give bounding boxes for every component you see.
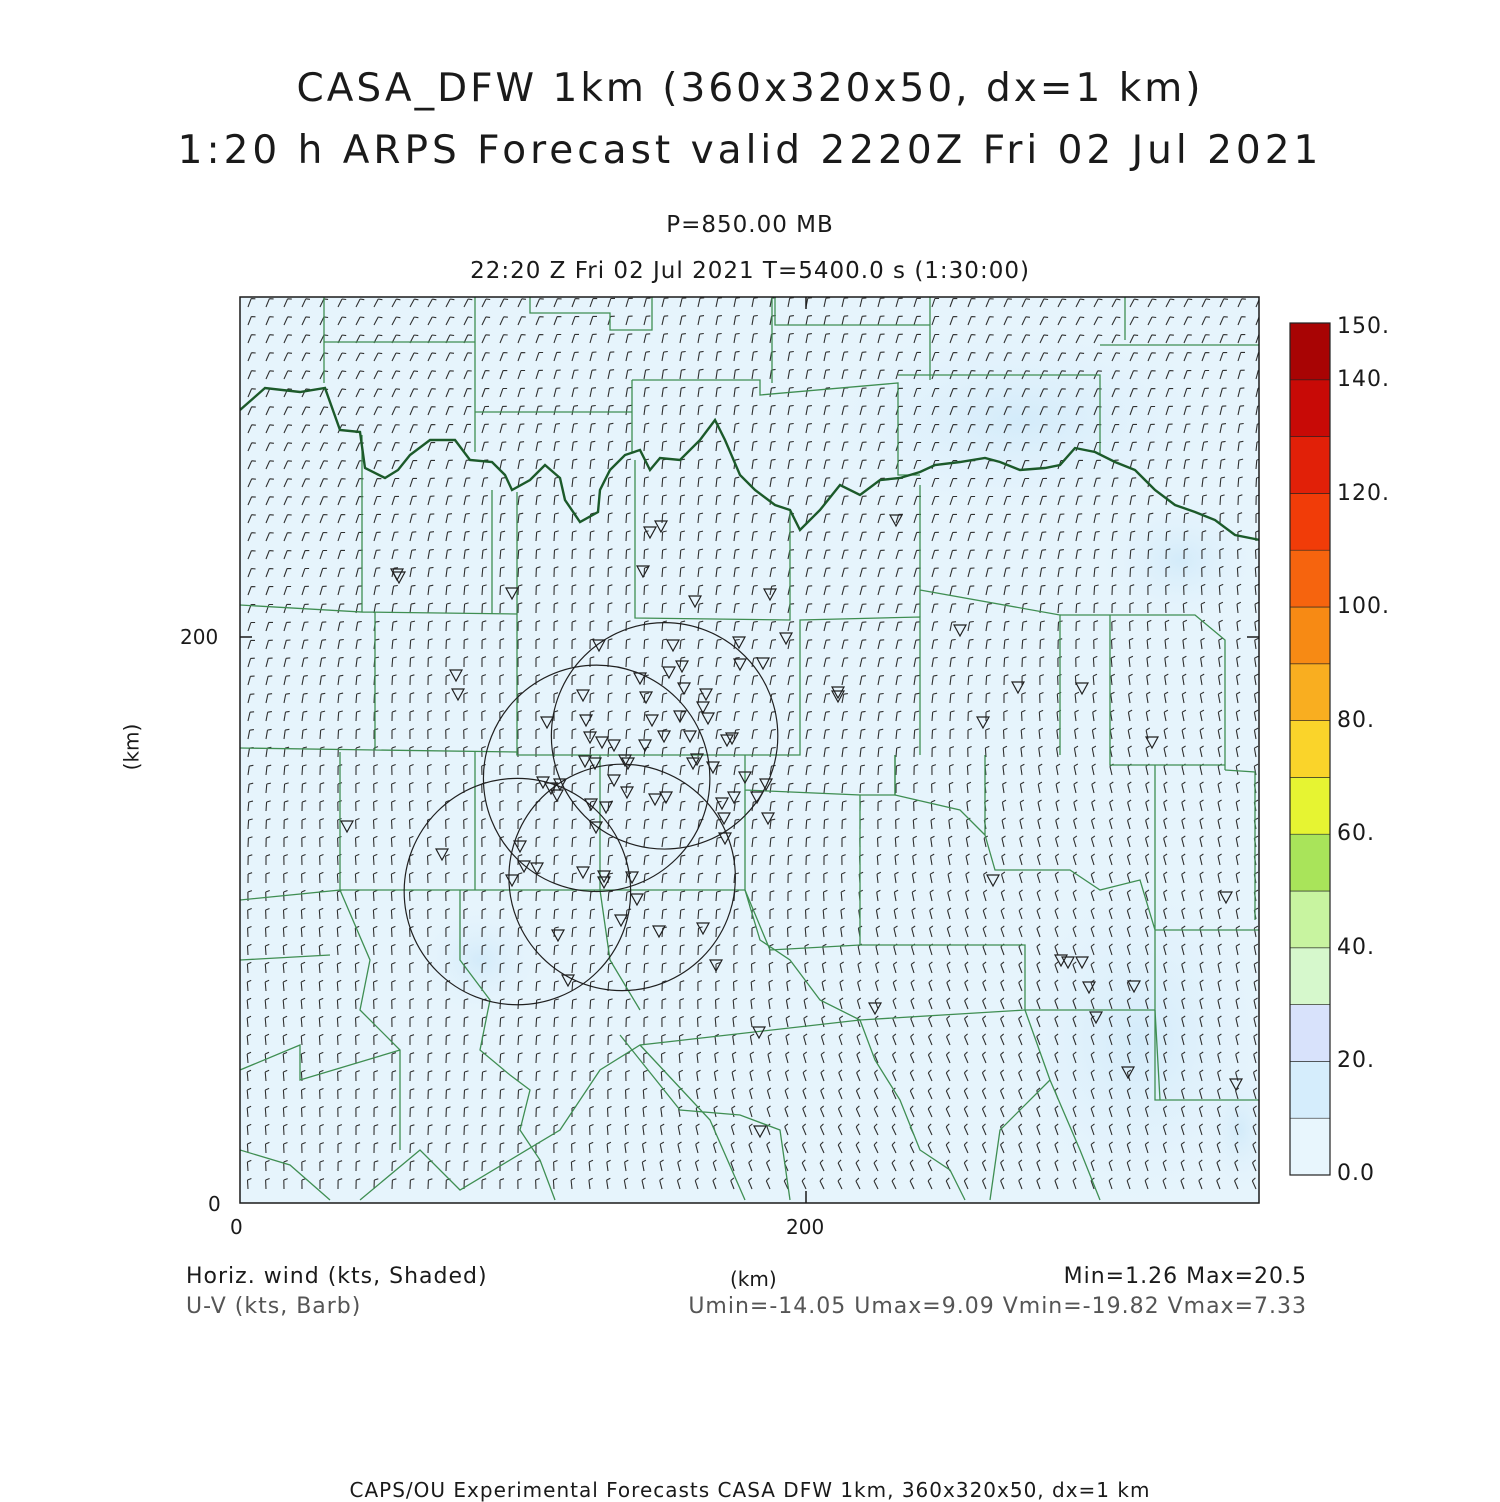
y-tick-200: 200 — [180, 625, 219, 649]
footer-credit: CAPS/OU Experimental Forecasts CASA DFW 1km, 360x320x50, dx=1 km — [349, 1478, 1151, 1502]
colorbar — [1290, 323, 1330, 1175]
x-tick-200: 200 — [786, 1215, 825, 1239]
y-axis-label: (km) — [119, 723, 144, 771]
colorbar-label-40: 40. — [1337, 935, 1375, 960]
colorbar-swatch — [1290, 721, 1330, 778]
colorbar-swatch — [1290, 380, 1330, 437]
colorbar-label-150: 150. — [1337, 314, 1390, 339]
colorbar-swatch — [1290, 323, 1330, 380]
colorbar-label-140: 140. — [1337, 367, 1390, 392]
colorbar-label-120: 120. — [1337, 481, 1390, 506]
colorbar-label-60: 60. — [1337, 821, 1375, 846]
colorbar-swatch — [1290, 607, 1330, 664]
colorbar-swatch — [1290, 891, 1330, 948]
colorbar-swatch — [1290, 437, 1330, 494]
colorbar-swatch — [1290, 1061, 1330, 1118]
colorbar-swatch — [1290, 550, 1330, 607]
min-max-stats: Min=1.26 Max=20.5 — [1063, 1264, 1307, 1289]
colorbar-swatch — [1290, 948, 1330, 1005]
uv-stats: Umin=-14.05 Umax=9.09 Vmin=-19.82 Vmax=7.33 — [688, 1294, 1307, 1319]
legend-field-barb: U-V (kts, Barb) — [186, 1294, 362, 1319]
colorbar-swatch — [1290, 664, 1330, 721]
x-tick-0: 0 — [230, 1215, 243, 1239]
colorbar-label-20: 20. — [1337, 1048, 1375, 1073]
colorbar-label-0: 0.0 — [1337, 1161, 1375, 1186]
colorbar-swatch — [1290, 834, 1330, 891]
colorbar-swatch — [1290, 1005, 1330, 1062]
colorbar-swatch — [1290, 493, 1330, 550]
x-axis-label: (km) — [730, 1267, 777, 1291]
title-line-1: CASA_DFW 1km (360x320x50, dx=1 km) — [296, 66, 1204, 111]
title-line-2: 1:20 h ARPS Forecast valid 2220Z Fri 02 Jul 2021 — [177, 128, 1323, 173]
valid-time: 22:20 Z Fri 02 Jul 2021 T=5400.0 s (1:30:00) — [470, 258, 1030, 284]
pressure-level: P=850.00 MB — [666, 212, 834, 238]
colorbar-label-80: 80. — [1337, 708, 1375, 733]
colorbar-swatch — [1290, 1118, 1330, 1175]
colorbar-swatch — [1290, 777, 1330, 834]
y-tick-0: 0 — [208, 1192, 221, 1216]
colorbar-label-100: 100. — [1337, 594, 1390, 619]
legend-field-shaded: Horiz. wind (kts, Shaded) — [186, 1264, 488, 1289]
